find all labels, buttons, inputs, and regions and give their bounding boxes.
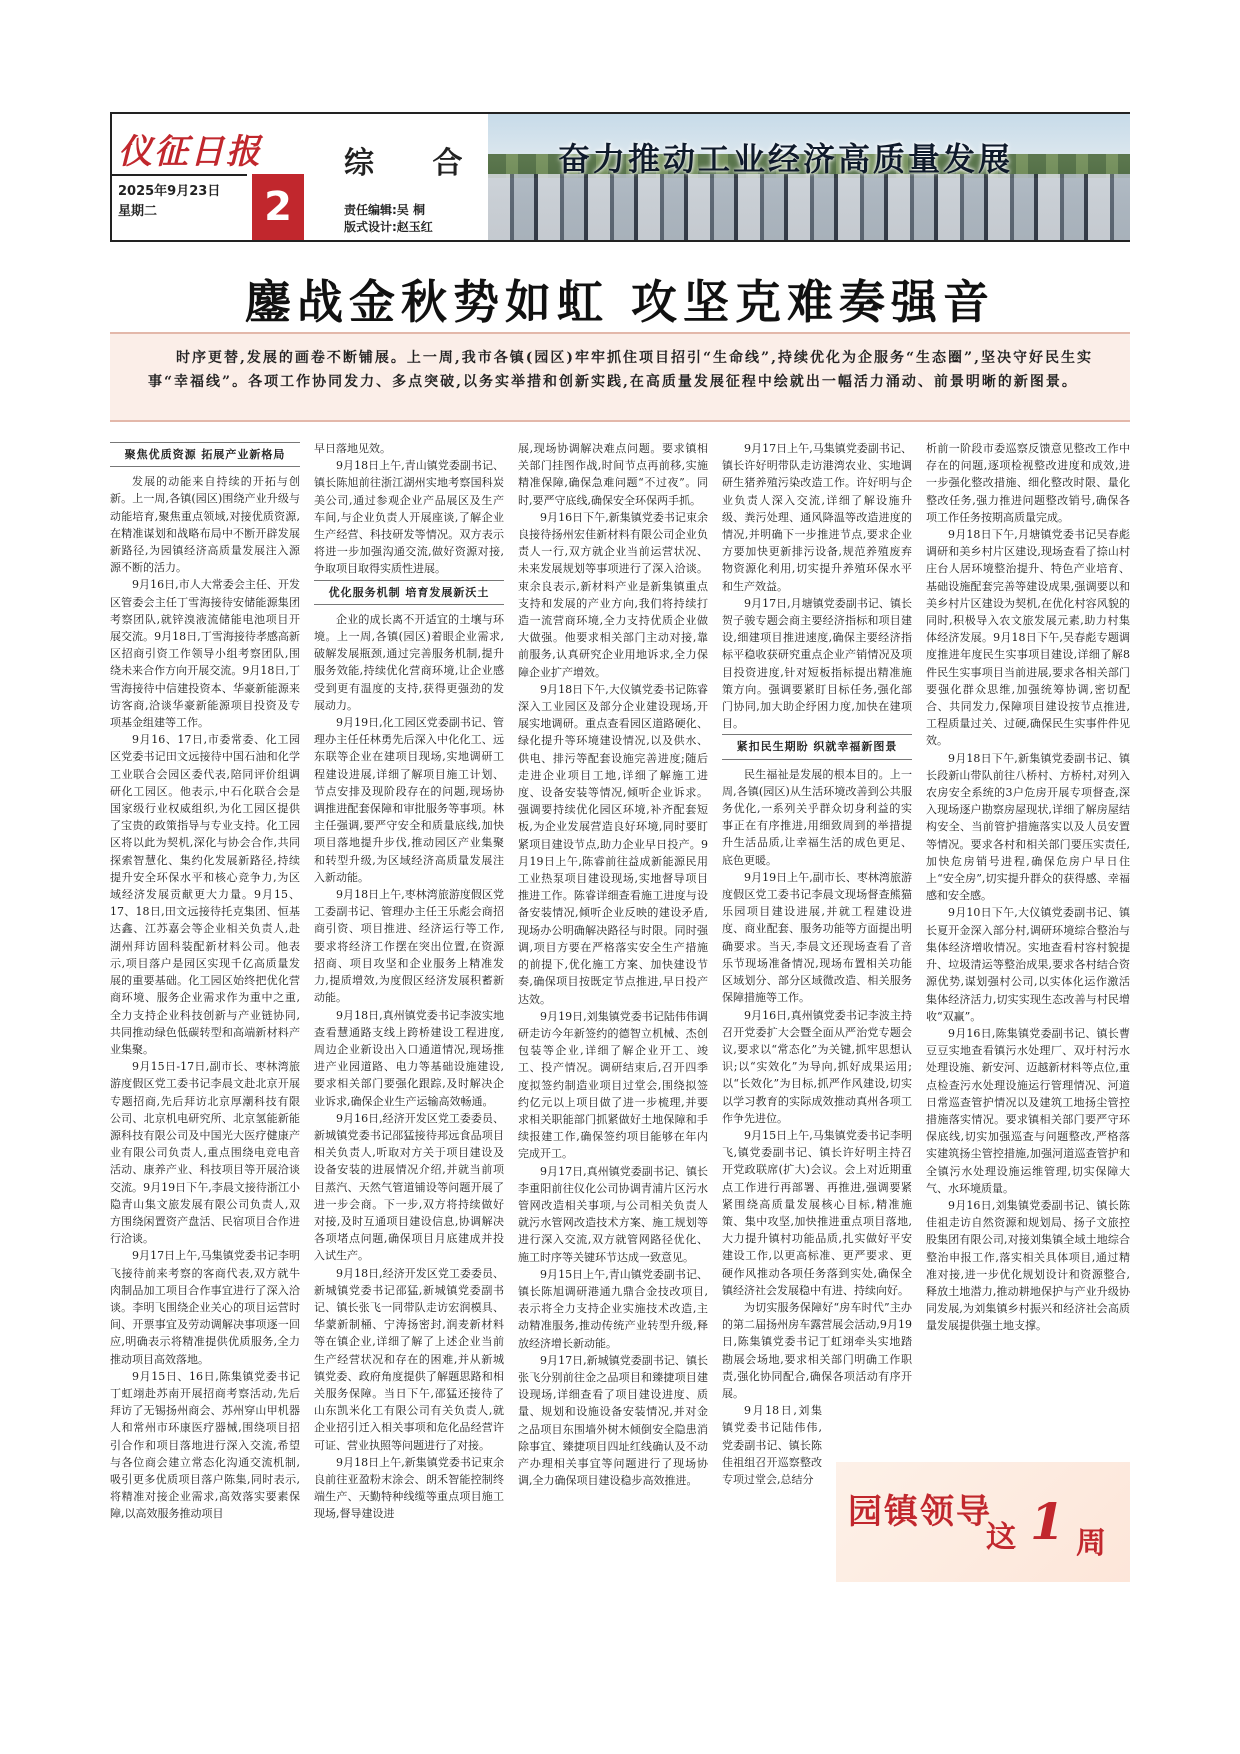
paragraph: 9月16日,真州镇党委书记李波主持召开党委扩大会暨全面从严治党专题会议,要求以“常态化”为关键,抓牢思想认识;以“实效化”为导向,抓好成果运用;以“长效化”为目标,抓严作风建设,切实以学习教育的实际成效推动真州各项工作争先进位。 [722,1008,912,1125]
paragraph: 9月17日,真州镇党委副书记、镇长李重阳前往仪化公司协调青浦片区污水管网改造相关事项,与公司相关负责人就污水管网改造技术方案、施工规划等进行深入交流,双方就管网路径优化、施工时序等关键环节达成一致意见。 [518,1164,708,1264]
promo-text-week: 周 [1076,1526,1106,1561]
article-column-4 [722,440,912,1488]
paragraph: 9月15日-17日,副市长、枣林湾旅游度假区党工委书记李晨文赴北京开展专题招商,先后拜访北京厚潮科技有限公司、北京机电研究所、北京氢能新能源科技有限公司及中国光大医疗健康产业有限公司负责人,重点围绕电竞电音活动、康养产业、科技项目等开展洽谈交流。9月19日下午,李晨文接待浙江小隐青山集文旅发展有限公司负责人,双方围绕闲置资产盘活、民宿项目合作进行洽谈。 [110,1060,300,1246]
paragraph: 9月17日,新城镇党委副书记、镇长张飞分别前往金之品项目和臻捷项目建设现场,详细查看了项目建设进度、质量、规划和设施设备安装情况,并对金之品项目东围墙外树木倾倒安全隐患消除事宜、臻捷项目四址红线确认及不动产办理相关事宜等问题进行了现场协调,全力确保项目建设稳步高效推进。 [518,1353,708,1488]
paragraph: 民生福祉是发展的根本目的。上一周,各镇(园区)从生活环境改善到公共服务优化,一系列关乎群众切身利益的实事正在有序推进,用细致周到的举措提升生活品质,让幸福生活的成色更足、底色更暖。 [722,767,912,867]
banner-photo [488,114,1130,240]
paragraph: 9月16日,经济开发区党工委委员、新城镇党委书记邵猛接待邦远食品项目相关负责人,听取对方关于项目建设及设备安装的进展情况介绍,并就当前项目蒸汽、天然气管道铺设等问题开展了进一步会商。下一步,双方将持续做好对接,及时互通项目建设信息,协调解决各项堵点问题,确保项目月底建成并投入试生产。 [314,1111,504,1263]
paragraph: 9月17日上午,马集镇党委书记李明飞接待前来考察的客商代表,双方就牛肉制品加工项目合作事宜进行了深入洽谈。李明飞围绕企业关心的项目运营时间、开票事宜及劳动调解决事项逐一回应,明确表示将精准提供优质服务,全力推动项目高效落地。 [110,1249,300,1366]
paragraph: 9月19日,刘集镇党委书记陆伟伟调研走访今年新签约的德智立机械、杰创包装等企业,详细了解企业开工、竣工、投产情况。调研结束后,召开四季度拟签约制造业项目过堂会,围绕拟签约亿元以上项目做了进一步梳理,并要求相关职能部门抓紧做好土地保障和手续报建工作,确保签约项目能够在年内完成开工。 [518,1009,708,1161]
article-column-2 [314,440,504,1523]
article-column-3 [518,440,708,1489]
paragraph: 为切实服务保障好“房车时代”主办的第二届扬州房车露营展会活动,9月19日,陈集镇党委书记丁虹翊牵头实地踏勘展会场地,要求相关部门明确工作职责,强化协同配合,确保各项活动有序开展。 [722,1300,912,1400]
paragraph: 9月17日,月塘镇党委副书记、镇长贺子骏专题会商主要经济指标和项目建设,细建项目推进速度,确保主要经济指标平稳收获研究重点企业产销情况及项目投资进度,针对短板指标提出精准施策方向。强调要紧盯目标任务,强化部门协同,加大助企纾困力度,加快在建项目。 [722,596,912,731]
subheading: 聚焦优质资源 拓展产业新格局 [110,442,300,467]
promo-text-leaders: 园镇领导 [848,1492,992,1532]
article-column-5 [926,440,1130,1335]
masthead [110,112,1130,242]
paragraph: 9月19日,化工园区党委副书记、管理办主任任林勇先后深入中化化工、远东联等企业在建项目现场,实地调研工程建设进展,详细了解项目施工计划、节点安排及现阶段存在的问题,现场协调推进配套保障和审批服务等事项。林主任强调,要严守安全和质量底线,加快项目落地提升步伐,推动园区产业集聚和转型升级,为区域经济高质量发展注入新动能。 [314,716,504,884]
banner-cars [488,174,1130,240]
paragraph: 发展的动能来自持续的开拓与创新。上一周,各镇(园区)围绕产业升级与动能培育,聚焦重点领域,对接优质资源,在精准谋划和战略布局中不断开辟发展新路径,为园镇经济高质量发展注入源源不断的活力。 [110,475,300,575]
paragraph: 9月18日,真州镇党委书记李波实地查看慧通路支线上跨桥建设工程进度,周边企业新设出入口通道情况,现场推进产业园道路、电力等基础设施建设,要求相关部门要强化跟踪,及时解决企业诉求,确保企业生产运输高效畅通。 [314,1008,504,1108]
paragraph: 9月16日下午,新集镇党委书记束余良接待扬州宏佳新材料有限公司企业负责人一行,双方就企业当前运营状况、未来发展规划等事项进行了深入洽谈。束余良表示,新材料产业是新集镇重点支持和发展的产业方向,我们将持续打造一流营商环境,全力支持优质企业做大做强。他要求相关部门主动对接,靠前服务,认真研究企业用地诉求,全力保障企业扩产增效。 [518,510,708,679]
column-promo-box [836,1462,1130,1582]
paragraph: 9月18日下午,新集镇党委副书记、镇长段新山带队前往八桥村、方桥村,对列入农房安全系统的3户危房开展专项督查,深入现场逐户勘察房屋现状,详细了解房屋结构安全、当前管护措施落实以及人员安置等情况。要求各村和相关部门要压实责任,加快危房销号进程,确保危房户早日住上“安全房”,切实提升群众的获得感、幸福感和安全感。 [926,751,1130,903]
paragraph: 析前一阶段市委巡察反馈意见整改工作中存在的问题,逐项检视整改进度和成效,进一步强化整改措施、细化整改时限、量化整改任务,强力推进问题整改销号,确保各项工作任务按期高质量完成。 [926,442,1130,524]
paragraph: 9月18日上午,青山镇党委副书记、镇长陈旭前往浙江湖州实地考察国科炭美公司,通过参观企业产品展区及生产车间,与企业负责人开展座谈,了解企业生产经营、科技研发等情况。双方表示将进一步加强沟通交流,做好资源对接,争取项目取得实质性进展。 [314,459,504,576]
promo-text-one: 1 [1030,1492,1065,1551]
paragraph: 9月18日,经济开发区党工委委员、新城镇党委书记邵猛,新城镇党委副书记、镇长张飞一同带队走访宏润模具、华蒙新制桶、宁涛扬密封,润麦新材料等在镇企业,详细了解了上述企业当前生产经营状况和存在的困难,并从新城镇党委、政府角度提供了解题思路和相关服务保障。当日下午,邵猛还接待了山东凯米化工有限公司有关负责人,就企业招引迁入相关事项和危化品经营许可证、营业执照等问题进行了对接。 [314,1266,504,1452]
issue-weekday: 星期二 [118,204,158,219]
article-column-1 [110,440,300,1523]
paragraph: 早日落地见效。 [314,442,391,455]
promo-text-this: 这 [986,1520,1016,1555]
paragraph: 9月16日,刘集镇党委副书记、镇长陈佳祖走访自然资源和规划局、扬子文旅控股集团有限公司,对接刘集镇全域土地综合整治申报工作,落实相关具体项目,通过精准对接,进一步优化规划设计和资源整合,释放土地潜力,推动耕地保护与产业升级协同发展,为刘集镇乡村振兴和经济社会高质量发展提供强土地支撑。 [926,1198,1130,1333]
paragraph: 9月18日下午,月塘镇党委书记吴春彪调研和美乡村片区建设,现场查看了捺山村庄台人居环境整治提升、特色产业培育、基础设施配套完善等建设成果,强调要以和美乡村片区建设为契机,在优化村容风貌的同时,积极导入农文旅发展元素,助力村集体经济发展。9月18日下午,吴春彪专题调度推进年度民生实事项目建设,详细了解8件民生实事项目当前进展,要求各相关部门要强化群众思维,加强统筹协调,密切配合、共同发力,保障项目建设按节点推进,工程质量过关、过硬,确保民生实事件件见效。 [926,528,1130,748]
newspaper-logo: 仪征日报 [118,132,262,172]
paragraph: 9月16日,陈集镇党委副书记、镇长曹豆豆实地查看镇污水处理厂、双圩村污水处理设施、新安河、迈越新材料等点位,重点检查污水处理设施运行管理情况、河道日常巡查管护情况以及建筑工地扬尘管控措施落实情况。要求镇相关部门要严守环保底线,切实加强巡查与问题整改,严格落实建筑扬尘管控措施,加强河道巡查管护和全镇污水处理设施运维管理,切实保障大气、水环境质量。 [926,1026,1130,1195]
editor-credits [344,202,433,236]
subheading: 优化服务机制 培育发展新沃土 [314,580,504,605]
paragraph: 9月18日,刘集镇党委书记陆伟伟,党委副书记、镇长陈佳祖组召开巡察整改专项过堂会,总结分 [722,1404,822,1486]
lead-paragraph: 时序更替,发展的画卷不断铺展。上一周,我市各镇(园区)牢牢抓住项目招引“生命线”,持续优化为企服务“生态圈”,坚决守好民生实事“幸福线”。各项工作协同发力、多点突破,以务实举措和创新实践,在高质量发展征程中绘就出一幅活力涌动、前景明晰的新图景。 [110,332,1130,422]
paragraph: 9月16日,市人大常委会主任、开发区管委会主任丁雪海接待安储能源集团考察团队,就锌溴液流储能电池项目开展交流。9月18日,丁雪海接待孝感高新区招商引资工作领导小组考察团队,围绕未来合作方向开展交流。9月18日,丁雪海接待中信建投资本、华豪新能源来访客商,洽谈华豪新能源项目投资及专项基金组建等工作。 [110,578,300,730]
paragraph: 9月15日、16日,陈集镇党委书记丁虹翊赴苏南开展招商考察活动,先后拜访了无锡扬州商会、苏州穿山甲机器人和常州市环康医疗器械,围绕项目招引合作和项目落地进行深入交流,希望与各位商会建立常态化沟通交流机制,吸引更多优质项目落户陈集,同时表示,将精准对接企业需求,高效落实要素保障,以高效服务推动项目 [110,1369,300,1521]
designer-name: 版式设计:赵玉红 [344,220,433,234]
editor-name: 责任编辑:吴 桐 [344,203,425,217]
paragraph: 9月19日上午,副市长、枣林湾旅游度假区党工委书记李晨文现场督查熊猫乐园项目建设进展,并就工程建设进度、商业配套、服务功能等方面提出明确要求。当天,李晨文还现场查看了音乐节现场准备情况,现场布置相关功能区域划分、部分区域微改造、相关服务保障措施等工作。 [722,870,912,1005]
subheading: 紧扣民生期盼 织就幸福新图景 [722,734,912,759]
paragraph: 9月18日上午,枣林湾旅游度假区党工委副书记、管理办主任王乐彪会商招商引资、项目推进、经济运行等工作,要求将经济工作摆在突出位置,在资源招商、项目攻坚和企业服务上精准发力,提质增效,为度假区经济发展积蓄新动能。 [314,888,504,1005]
paragraph: 企业的成长离不开适宜的土壤与环境。上一周,各镇(园区)着眼企业需求,破解发展瓶颈,通过完善服务机制,提升服务效能,持续优化营商环境,让企业感受到更有温度的支持,获得更强劲的发展动力。 [314,612,504,712]
paragraph: 9月15日上午,青山镇党委副书记、镇长陈旭调研港通九鼎合金技改项目,表示将全力支持企业实施技术改造,主动精准服务,推动传统产业转型升级,释放经济增长新动能。 [518,1267,708,1350]
issue-date: 2025年9月23日 [118,184,221,199]
paragraph: 9月18日上午,新集镇党委书记束余良前往亚盈粉末涂会、朗禾智能控制终端生产、天勤特种线缆等重点项目施工现场,督导建设进 [314,1455,504,1521]
paragraph: 9月18日下午,大仪镇党委书记陈睿深入工业园区及部分企业建设现场,开展实地调研。重点查看园区道路硬化、绿化提升等环境建设情况,以及供水、供电、排污等配套设施完善进度;随后走进企业项目工地,详细了解施工进度、设备安装等情况,倾听企业诉求。强调要持续优化园区环境,补齐配套短板,为企业发展营造良好环境,同时要盯紧项目建设节点,助力企业早日投产。9月19日上午,陈睿前往益成新能源民用工业热泵项目建设现场,实地督导项目推进工作。陈睿详细查看施工进度与设备安装情况,倾听企业反映的建设矛盾,现场办公明确解决路径与时限。同时强调,项目方要在严格落实安全生产措施的前提下,优化施工方案、加快建设节奏,确保项目按既定节点推进,早日投产达效。 [518,682,708,1006]
issue-date-block [118,182,220,222]
masthead-divider [112,174,247,176]
section-title: 综 合 [344,146,487,181]
paragraph: 9月10日下午,大仪镇党委副书记、镇长夏开金深入部分村,调研环境综合整治与集体经济增收情况。实地查看村容村貌提升、垃圾清运等整治成果,要求各村结合资源优势,谋划强村公司,以实体化运作激活集体经济活力,切实实现生态改善与村民增收“双赢”。 [926,906,1130,1023]
banner-title: 奋力推动工业经济高质量发展 [558,140,1014,178]
paragraph: 9月16、17日,市委常委、化工园区党委书记田文远接待中国石油和化学工业联合会园区委代表,陪同评价组调研化工园区。他表示,中石化联合会是国家级行业权威组织,为化工园区提供了宝贵的政策指导与专业支持。化工园区将以此为契机,深化与协会合作,共同探索智慧化、集约化发展新路径,持续提升安全环保水平和核心竞争力,为区域经济发展贡献更大力量。9月15、17、18日,田文远接待托克集团、恒基达鑫、江苏嘉会等企业相关负责人,赴湖州拜访固科装配新材料公司。他表示,项目落户是园区实现千亿高质量发展的重要基础。化工园区始终把优化营商环境、服务企业需求作为重中之重,全力支持企业科技创新与产业链协同,共同推动绿色低碳转型和高端新材料产业集聚。 [110,733,300,1056]
paragraph: 9月15日上午,马集镇党委书记李明飞,镇党委副书记、镇长许好明主持召开党政联席(扩大)会议。会上对近期重点工作进行再部署、再推进,强调要紧紧围绕高质量发展核心目标,精准施策、集中攻坚,加快推进重点项目落地,大力提升镇村功能品质,扎实做好平安建设工作,以更高标准、更严要求、更硬作风推动各项任务落到实处,确保全镇经济社会发展稳中有进、持续向好。 [722,1128,912,1297]
paragraph: 9月17日上午,马集镇党委副书记、镇长许好明带队走访港湾农业、实地调研生猪养殖污染改造工作。许好明与企业负责人深入交流,详细了解设施升级、粪污处理、通风降温等改造进度的情况,并明确下一步推进节点,要求企业方要加快更新排污设备,规范养殖废弃物资源化利用,切实提升养殖环保水平和生产效益。 [722,442,912,593]
main-headline: 鏖战金秋势如虹 攻坚克难奏强音 [244,275,995,329]
page-number: 2 [252,174,304,240]
paragraph: 展,现场协调解决难点问题。要求镇相关部门挂图作战,时间节点再前移,实施精准保障,确保急难问题“不过夜”。同时,要严守底线,确保安全环保两手抓。 [518,442,708,507]
